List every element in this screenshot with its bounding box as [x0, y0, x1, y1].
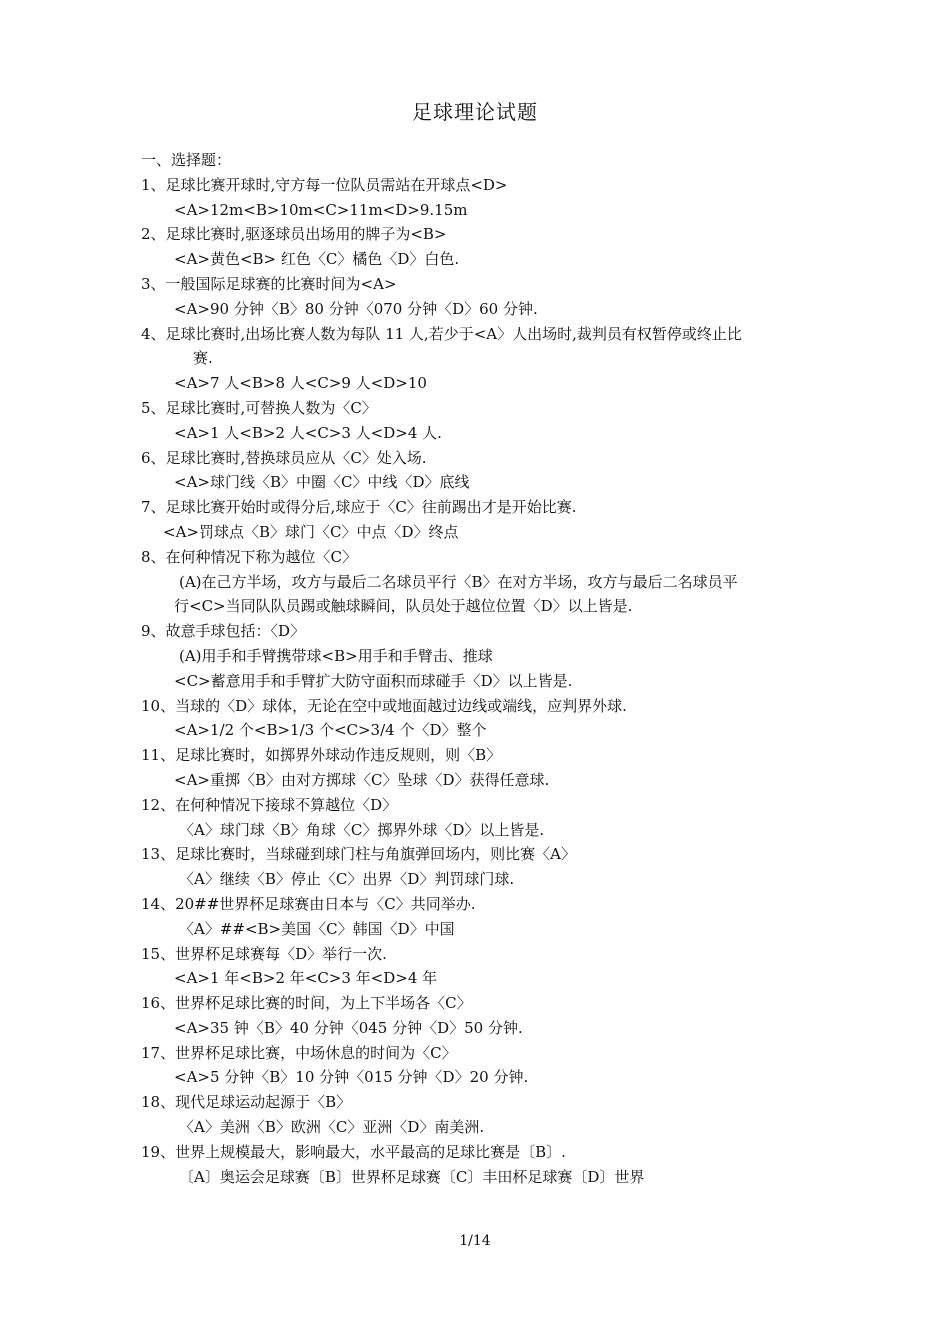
option-line: <A>90 分钟〈B〉80 分钟〈070 分钟〈D〉60 分钟.	[174, 299, 538, 318]
option-line: <A>黄色<B> 红色〈C〉橘色〈D〉白色.	[174, 250, 460, 269]
question-continuation: 赛.	[193, 349, 213, 368]
document-title: 足球理论试题	[412, 100, 538, 124]
question-line: 11、足球比赛时，如掷界外球动作违反规则，则〈B〉	[141, 746, 502, 765]
question-line: 2、足球比赛时,驱逐球员出场用的牌子为<B>	[141, 225, 447, 244]
question-line: 4、足球比赛时,出场比赛人数为每队 11 人,若少于<A〉人出场时,裁判员有权暂停或终止比	[141, 324, 742, 343]
question-line: 18、现代足球运动起源于〈B〉	[141, 1093, 352, 1112]
option-line: 〈A〉美洲〈B〉欧洲〈C〉亚洲〈D〉南美洲.	[179, 1118, 485, 1137]
option-line: <A>重掷〈B〉由对方掷球〈C〉坠球〈D〉获得任意球.	[174, 770, 550, 789]
option-line: (A)用手和手臂携带球<B>用手和手臂击、推球	[179, 646, 493, 665]
option-line: <A>12m<B>10m<C>11m<D>9.15m	[174, 200, 468, 219]
option-line: <A>球门线〈B〉中圈〈C〉中线〈D〉底线	[174, 473, 470, 492]
option-line: <A>1 年<B>2 年<C>3 年<D>4 年	[174, 969, 438, 988]
question-lines	[141, 173, 821, 1190]
question-line: 14、20##世界杯足球赛由日本与〈C〉共同举办.	[141, 894, 476, 913]
option-line: <A>35 钟〈B〉40 分钟〈045 分钟〈D〉50 分钟.	[174, 1018, 523, 1037]
option-line: <A>1 人<B>2 人<C>3 人<D>4 人.	[174, 423, 442, 442]
option-line: 〈A〉##<B>美国〈C〉韩国〈D〉中国	[179, 919, 455, 938]
question-line: 7、足球比赛开始时或得分后,球应于〈C〉往前踢出才是开始比赛.	[141, 498, 577, 517]
option-line: <A>7 人<B>8 人<C>9 人<D>10	[174, 374, 427, 393]
question-line: 6、足球比赛时,替换球员应从〈C〉处入场.	[141, 448, 427, 467]
option-line: 〈A〉继续〈B〉停止〈C〉出界〈D〉判罚球门球.	[179, 870, 515, 889]
question-line: 15、世界杯足球赛每〈D〉举行一次.	[141, 944, 387, 963]
option-line: <A>1/2 个<B>1/3 个<C>3/4 个〈D〉整个	[174, 721, 487, 740]
option-line: <A>罚球点〈B〉球门〈C〉中点〈D〉终点	[163, 522, 459, 541]
question-line: 10、当球的〈D〉球体，无论在空中或地面越过边线或端线，应判界外球.	[141, 696, 627, 715]
question-line: 17、世界杯足球比赛，中场休息的时间为〈C〉	[141, 1043, 457, 1062]
option-line: <C>蓄意用手和手臂扩大防守面积而球碰手〈D〉以上皆是.	[174, 671, 573, 690]
option-line: 〔A〕奥运会足球赛〔B〕世界杯足球赛〔C〕丰田杯足球赛〔D〕世界	[179, 1167, 645, 1186]
option-line: (A)在己方半场，攻方与最后二名球员平行〈B〉在对方半场，攻方与最后二名球员平	[179, 572, 738, 591]
option-line: 〈A〉球门球〈B〉角球〈C〉掷界外球〈D〉以上皆是.	[179, 820, 545, 839]
option-line: 行<C>当同队队员踢或触球瞬间，队员处于越位位置〈D〉以上皆是.	[174, 597, 633, 616]
page-number: 1/14	[459, 1233, 491, 1249]
option-line: <A>5 分钟〈B〉10 分钟〈015 分钟〈D〉20 分钟.	[174, 1068, 529, 1087]
question-line: 16、世界杯足球比赛的时间，为上下半场各〈C〉	[141, 994, 472, 1013]
question-line: 3、一般国际足球赛的比赛时间为<A>	[141, 274, 397, 293]
question-line: 9、故意手球包括：〈D〉	[141, 622, 306, 641]
question-line: 19、世界上规模最大，影响最大，水平最高的足球比赛是〔B〕.	[141, 1142, 566, 1161]
section-heading: 一、选择题：	[141, 151, 232, 169]
question-line: 1、足球比赛开球时,守方每一位队员需站在开球点<D>	[141, 175, 508, 194]
question-line: 12、在何种情况下接球不算越位〈D〉	[141, 795, 398, 814]
question-list	[141, 148, 821, 1189]
question-line: 5、足球比赛时,可替换人数为〈C〉	[141, 398, 377, 417]
question-line: 13、足球比赛时，当球碰到球门柱与角旗弹回场内，则比赛〈A〉	[141, 845, 576, 864]
question-line: 8、在何种情况下称为越位〈C〉	[141, 547, 358, 566]
